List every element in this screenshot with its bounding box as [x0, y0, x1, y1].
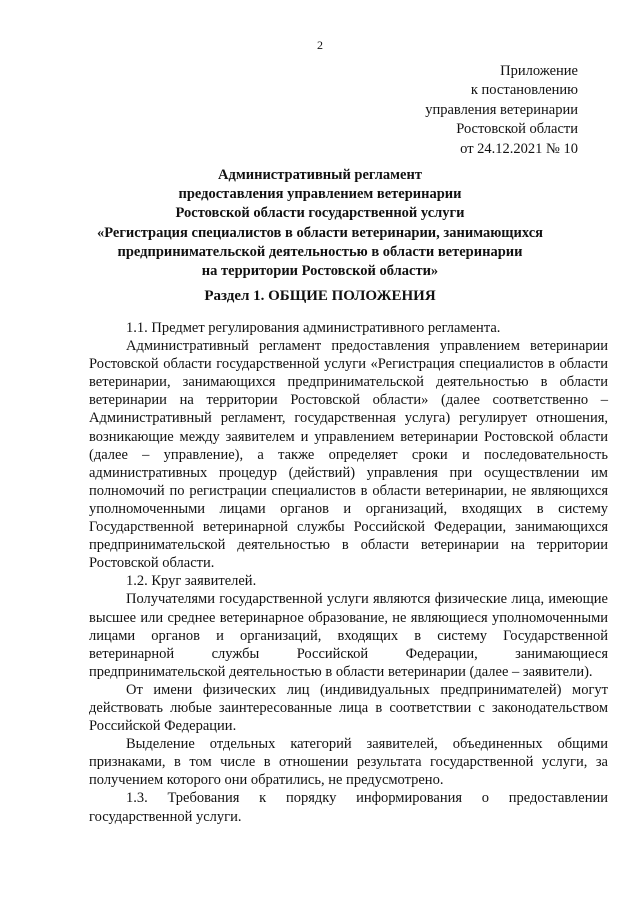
document-body — [89, 319, 608, 826]
title-line: на территории Ростовской области» — [201, 263, 439, 280]
appendix-line: от 24.12.2021 № 10 — [460, 140, 578, 157]
appendix-line: Ростовской области — [456, 121, 578, 138]
subsection-heading: 1.2. Круг заявителей. — [126, 573, 257, 590]
appendix-block — [378, 62, 578, 159]
document-title — [0, 166, 640, 281]
title-line: Ростовской области государственной услуги — [175, 205, 465, 222]
appendix-line: Приложение — [500, 63, 578, 79]
title-line: предоставления управлением ветеринарии — [178, 186, 462, 203]
body-paragraph: Получателями государственной услуги являются физические лица, имеющие высшее или среднее ветеринарное образование, не являющиеся уполномоченными лицами органов и организаций, входящих в систему Государственной ветеринарной службы Российской Федерации, занимающиеся предпринимательской деятельностью в области ветеринарии (далее – заявители). — [89, 591, 608, 680]
title-line: Административный регламент — [218, 167, 422, 183]
body-paragraph: Административный регламент предоставления управлением ветеринарии Ростовской области государственной услуги «Регистрация специалистов в области ветеринарии, занимающихся предпринимательской деятельностью в области ветеринарии на территории Ростовской области» (далее соответственно – Административный регламент, государственная услуга) регулирует отношения, возникающие между заявителем и управлением ветеринарии Ростовской области (далее – управление), а также определяет сроки и последовательность административных процедур (действий) управления при осуществлении им полномочий по регистрации специалистов в области ветеринарии, не являющихся уполномоченными лицами органов и организаций, входящих в систему Государственной ветеринарной службы Российской Федерации, занимающихся предпринимательской деятельностью в области ветеринарии на территории Ростовской области. — [89, 338, 608, 572]
body-paragraph: От имени физических лиц (индивидуальных предпринимателей) могут действовать любые заинтересованные лица в соответствии с законодательством Российской Федерации. — [89, 681, 608, 735]
body-paragraph: 1.3. Требования к порядку информирования о предоставлении государственной услуги. — [89, 790, 608, 825]
appendix-line: управления ветеринарии — [425, 101, 578, 118]
section-heading: Раздел 1. ОБЩИЕ ПОЛОЖЕНИЯ — [204, 288, 436, 304]
title-line: предпринимательской деятельностью в области ветеринарии — [117, 243, 523, 260]
appendix-line: к постановлению — [470, 82, 578, 99]
subsection-heading: 1.1. Предмет регулирования административного регламента. — [126, 320, 501, 336]
body-paragraph: Выделение отдельных категорий заявителей, объединенных общими признаками, в том числе в отношении результата государственной услуги, за получением которого они обратились, не предусмотрено. — [89, 736, 608, 789]
page-number: 2 — [317, 38, 323, 52]
title-line: «Регистрация специалистов в области ветеринарии, занимающихся — [96, 224, 544, 241]
